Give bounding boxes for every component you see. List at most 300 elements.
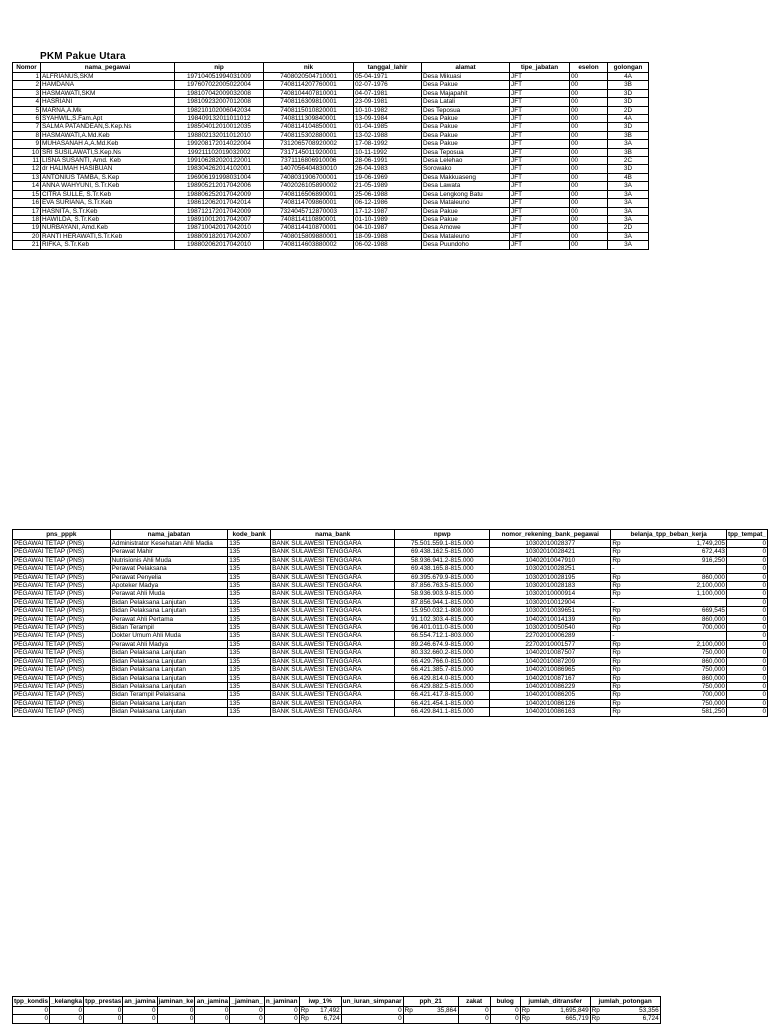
table-cell: 1407056404830010 — [264, 165, 354, 173]
table-cell: 4 — [13, 98, 41, 106]
table-cell: 7408114110890001 — [264, 215, 354, 223]
table-cell: 87.856.763.5-815.000 — [395, 582, 490, 590]
table-cell: 13-02-1988 — [354, 131, 422, 139]
table-cell: 0 — [726, 582, 767, 590]
table-cell: 0 — [726, 657, 767, 665]
table-cell: JFT — [510, 131, 570, 139]
table-cell: 0 — [726, 598, 767, 606]
table-cell: Des Teposua — [422, 106, 510, 114]
table-cell: PEGAWAI TETAP (PNS) — [13, 649, 111, 657]
table-row — [13, 598, 768, 606]
table-cell: Desa Makkuaseng — [422, 173, 510, 181]
table-cell: 66.429.766.0-815.000 — [395, 657, 490, 665]
table-cell: PEGAWAI TETAP (PNS) — [13, 708, 111, 716]
table-cell: 14 — [13, 182, 41, 190]
currency-label: Rp — [612, 691, 621, 699]
table-cell: 135 — [228, 565, 271, 573]
table-cell: 0 — [490, 1015, 520, 1023]
table-cell: 7408104407810001 — [264, 89, 354, 97]
table-cell: 7317145011920001 — [264, 148, 354, 156]
currency-label: Rp — [612, 640, 621, 648]
table-cell: 197607022005022004 — [175, 81, 264, 89]
table-cell: JFT — [510, 81, 570, 89]
column-header: npwp — [395, 530, 490, 540]
column-header: _jaminan_ — [231, 997, 263, 1005]
table-cell: 135 — [228, 556, 271, 564]
table-cell: Desa Latali — [422, 98, 510, 106]
table-cell: BANK SULAWESI TENGGARA — [271, 607, 395, 615]
table-cell: 135 — [228, 657, 271, 665]
table-cell: 2 — [13, 81, 41, 89]
currency-label: Rp — [612, 615, 621, 623]
table-cell: 01-10-1989 — [354, 215, 422, 223]
table-cell: 05-04-1971 — [354, 73, 422, 81]
table-cell: 0 — [726, 590, 767, 598]
table-cell: 7408114104850001 — [264, 123, 354, 131]
table-row — [13, 157, 649, 165]
table-cell: BANK SULAWESI TENGGARA — [271, 540, 395, 548]
table-cell: Bidan Pelaksana Lanjutan — [110, 607, 228, 615]
table-cell: 10302010028195 — [490, 573, 611, 581]
currency-label: Rp — [612, 582, 621, 590]
table-cell: 0 — [84, 1015, 123, 1023]
table-cell: 10302010028377 — [490, 540, 611, 548]
table-cell: Dokter Umum Ahli Muda — [110, 632, 228, 640]
amount-cell — [611, 708, 727, 716]
table-cell: 3A — [608, 199, 649, 207]
table-cell: PEGAWAI TETAP (PNS) — [13, 607, 111, 615]
column-header: nama_pegawai — [41, 63, 175, 73]
table-cell: 135 — [228, 615, 271, 623]
table-row — [13, 190, 649, 198]
amount-cell — [520, 1015, 590, 1023]
table-cell: 06-12-1986 — [354, 199, 422, 207]
table-cell: 75.501.559.1-815.000 — [395, 540, 490, 548]
table-cell: 20 — [13, 232, 41, 240]
table-cell: PEGAWAI TETAP (PNS) — [13, 682, 111, 690]
table-cell: 135 — [228, 573, 271, 581]
amount-cell — [590, 1015, 660, 1023]
table-cell: 199211102019032002 — [175, 148, 264, 156]
amount-cell — [520, 1007, 590, 1015]
table-cell: 10402010086163 — [490, 708, 611, 716]
table-cell: PEGAWAI TETAP (PNS) — [13, 632, 111, 640]
table-cell: 198710042017042010 — [175, 224, 264, 232]
table-cell: PEGAWAI TETAP (PNS) — [13, 573, 111, 581]
amount-value: 750,000 — [701, 699, 725, 707]
amount-cell — [403, 1007, 458, 1015]
table-cell: 135 — [228, 674, 271, 682]
table-cell: Desa Lelehao — [422, 157, 510, 165]
table-cell: 87.856.944.1-815.000 — [395, 598, 490, 606]
table-cell: 69.438.165.8-815.000 — [395, 565, 490, 573]
table-cell: BANK SULAWESI TENGGARA — [271, 582, 395, 590]
table-cell: 11 — [13, 157, 41, 165]
table-cell: 00 — [570, 98, 608, 106]
table-cell: 22702010001577 — [490, 640, 611, 648]
column-header: golongan — [608, 63, 649, 73]
table-row — [13, 173, 649, 181]
table-cell: 21 — [13, 241, 41, 249]
table-cell: Perawat Pelaksana — [110, 565, 228, 573]
table-cell: 18 — [13, 215, 41, 223]
table-cell: Bidan Pelaksana Lanjutan — [110, 674, 228, 682]
table-cell: MUHASANAH A,A.Md.Keb — [41, 140, 175, 148]
table-row — [13, 199, 649, 207]
table-cell: BANK SULAWESI TENGGARA — [271, 615, 395, 623]
table-row — [13, 699, 768, 707]
table-cell: 135 — [228, 582, 271, 590]
column-header: tpp_kondis — [14, 997, 49, 1005]
amount-value: 860,000 — [701, 657, 725, 665]
table-cell: 7 — [13, 123, 41, 131]
amount-value: 6,724 — [642, 1015, 659, 1023]
table-cell: 0 — [230, 1007, 264, 1015]
table-cell: 00 — [570, 207, 608, 215]
table-cell: 10-11-1992 — [354, 148, 422, 156]
table-row — [13, 607, 768, 615]
table-cell: Desa Lengkong Batu — [422, 190, 510, 198]
table-row — [13, 106, 649, 114]
table-cell: 3A — [608, 140, 649, 148]
table-cell: 2C — [608, 157, 649, 165]
currency-label: Rp — [612, 699, 621, 707]
table-cell: BANK SULAWESI TENGGARA — [271, 640, 395, 648]
table-cell: 10402010086126 — [490, 699, 611, 707]
currency-label: Rp — [612, 573, 621, 581]
table-cell: Bidan Pelaksana Lanjutan — [110, 649, 228, 657]
table-cell: Desa Mataleuno — [422, 199, 510, 207]
table-cell: JFT — [510, 224, 570, 232]
table-cell: 4A — [608, 73, 649, 81]
amount-cell — [611, 556, 727, 564]
table-row — [13, 73, 649, 81]
table-cell: 0 — [230, 1015, 264, 1023]
table-cell: BANK SULAWESI TENGGARA — [271, 573, 395, 581]
table-cell: 198802062017042010 — [175, 241, 264, 249]
table-cell: JFT — [510, 157, 570, 165]
table-cell: MARNA,A.Mk — [41, 106, 175, 114]
table-cell: 198304262014102001 — [175, 165, 264, 173]
table-cell: 10302010028183 — [490, 582, 611, 590]
amount-value: 672,443 — [701, 548, 725, 556]
amount-cell — [611, 657, 727, 665]
table-cell: SYAHWIL,S.Fam.Apt — [41, 115, 175, 123]
table-cell: 00 — [570, 148, 608, 156]
table-row — [13, 215, 649, 223]
table-cell: PEGAWAI TETAP (PNS) — [13, 582, 111, 590]
table-cell: JFT — [510, 106, 570, 114]
column-header: jaminan_ke — [158, 997, 194, 1005]
column-header: iwp_1% — [299, 997, 341, 1007]
table-cell: 0 — [726, 708, 767, 716]
table-cell: 2D — [608, 106, 649, 114]
table-row — [13, 565, 768, 573]
table-cell: 0 — [84, 1007, 123, 1015]
table-cell: LISNA SUSANTI, Amd. Keb — [41, 157, 175, 165]
amount-cell — [611, 632, 727, 640]
table-cell: 135 — [228, 682, 271, 690]
table-cell: 00 — [570, 106, 608, 114]
table-cell: PEGAWAI TETAP (PNS) — [13, 590, 111, 598]
currency-label: Rp — [300, 1007, 309, 1014]
table-cell: 3A — [608, 190, 649, 198]
table-cell: 01-04-1985 — [354, 123, 422, 131]
table-row — [13, 131, 649, 139]
table-cell: 00 — [570, 232, 608, 240]
amount-cell — [611, 590, 727, 598]
table-cell: BANK SULAWESI TENGGARA — [271, 590, 395, 598]
column-header: _kelangka — [51, 997, 83, 1005]
currency-label: Rp — [404, 1007, 413, 1014]
table-cell: BANK SULAWESI TENGGARA — [271, 674, 395, 682]
currency-label: Rp — [612, 540, 621, 547]
table-cell: 3A — [608, 207, 649, 215]
table-cell: 4B — [608, 173, 649, 181]
employee-table-header — [13, 63, 649, 73]
table-cell: 04-07-1981 — [354, 89, 422, 97]
table-cell: Apoteker Madya — [110, 582, 228, 590]
table-cell: Perawat Mahir — [110, 548, 228, 556]
amount-cell — [611, 624, 727, 632]
column-header: nama_bank — [271, 530, 395, 540]
table-cell: 80.332.660.2-815.000 — [395, 649, 490, 657]
table-cell: Desa Puundoho — [422, 241, 510, 249]
table-row — [13, 182, 649, 190]
table-cell: 199106282020122001 — [175, 157, 264, 165]
table-cell: JFT — [510, 190, 570, 198]
table-cell: Bidan Pelaksana Lanjutan — [110, 699, 228, 707]
table-row — [13, 207, 649, 215]
amount-value: 1,695,849 — [560, 1007, 589, 1014]
currency-label: Rp — [612, 607, 621, 615]
table-cell: JFT — [510, 207, 570, 215]
table-cell: 8 — [13, 131, 41, 139]
table-cell: 3B — [608, 131, 649, 139]
column-header: nip — [175, 63, 264, 73]
table-cell: CITRA SULLE, S.Tr.Keb — [41, 190, 175, 198]
table-cell: 21-05-1989 — [354, 182, 422, 190]
table-cell: 0 — [726, 691, 767, 699]
amount-cell — [611, 682, 727, 690]
currency-label: Rp — [591, 1007, 600, 1014]
currency-label: - — [612, 598, 615, 606]
table-row — [13, 123, 649, 131]
amount-cell — [611, 674, 727, 682]
table-cell: 89.246.674.9-815.000 — [395, 640, 490, 648]
amount-cell — [611, 573, 727, 581]
amount-cell — [611, 598, 727, 606]
table-cell: JFT — [510, 89, 570, 97]
table-cell: JFT — [510, 123, 570, 131]
currency-label: Rp — [612, 682, 621, 690]
table-cell: JFT — [510, 182, 570, 190]
table-cell: 10402010014139 — [490, 615, 611, 623]
table-cell: 10-10-1982 — [354, 106, 422, 114]
table-cell: 135 — [228, 590, 271, 598]
table-cell: RIFKA, S.Tr.Keb — [41, 241, 175, 249]
column-header: n_jaminan — [265, 997, 298, 1005]
table-cell: Desa Pakue — [422, 140, 510, 148]
amount-cell — [611, 640, 727, 648]
table-cell: 198802132011012010 — [175, 131, 264, 139]
table-cell: Desa Teposua — [422, 148, 510, 156]
column-header: tanggal_lahir — [354, 63, 422, 73]
table-cell: Bidan Terampil — [110, 624, 228, 632]
column-header: an_jamina — [124, 997, 156, 1005]
table-cell: PEGAWAI TETAP (PNS) — [13, 556, 111, 564]
table-cell: 198809182017042007 — [175, 232, 264, 240]
table-cell: 0 — [726, 615, 767, 623]
table-cell: 00 — [570, 241, 608, 249]
table-cell: Desa Pakue — [422, 215, 510, 223]
table-cell: Desa Pakue — [422, 123, 510, 131]
currency-label: - — [612, 565, 615, 573]
table-cell: 135 — [228, 548, 271, 556]
table-cell: 135 — [228, 666, 271, 674]
column-header: tpp_prestas — [85, 997, 122, 1005]
table-row — [13, 624, 768, 632]
table-cell: 196906191998031004 — [175, 173, 264, 181]
table-cell: 198109232007012008 — [175, 98, 264, 106]
table-cell: 00 — [570, 81, 608, 89]
table-cell: 66.554.712.1-803.000 — [395, 632, 490, 640]
table-cell: 7408114410870001 — [264, 224, 354, 232]
column-header: an_jamina — [196, 997, 229, 1005]
table-cell: PEGAWAI TETAP (PNS) — [13, 548, 111, 556]
table-row — [13, 640, 768, 648]
table-cell: 10402010087507 — [490, 649, 611, 657]
table-row — [13, 615, 768, 623]
table-row — [13, 1007, 661, 1015]
table-cell: 0 — [264, 1007, 299, 1015]
table-cell: 0 — [726, 682, 767, 690]
table-cell: HASMAWATI,SKM — [41, 89, 175, 97]
table-cell: 135 — [228, 649, 271, 657]
table-cell: Desa Pakue — [422, 81, 510, 89]
table-cell: BANK SULAWESI TENGGARA — [271, 624, 395, 632]
table-cell: 3A — [608, 232, 649, 240]
table-cell: 0 — [726, 632, 767, 640]
table-cell: BANK SULAWESI TENGGARA — [271, 691, 395, 699]
table-cell: dr HALIMAH HASIBUAN — [41, 165, 175, 173]
table-cell: 198107042009032008 — [175, 89, 264, 97]
table-row — [13, 232, 649, 240]
currency-label: Rp — [612, 649, 621, 657]
amount-cell — [611, 548, 727, 556]
amount-value: 35,864 — [437, 1007, 457, 1014]
table-cell: JFT — [510, 140, 570, 148]
table-cell: 0 — [123, 1007, 157, 1015]
table-cell: 10402010086229 — [490, 682, 611, 690]
table-cell: 198712172017042009 — [175, 207, 264, 215]
column-header: jumlah_potongan — [590, 997, 660, 1007]
table-cell: BANK SULAWESI TENGGARA — [271, 598, 395, 606]
table-cell: Sorowako — [422, 165, 510, 173]
table-cell: PEGAWAI TETAP (PNS) — [13, 666, 111, 674]
amount-cell — [611, 607, 727, 615]
table-cell: PEGAWAI TETAP (PNS) — [13, 565, 111, 573]
table-cell: 135 — [228, 708, 271, 716]
table-cell: Bidan Pelaksana Lanjutan — [110, 598, 228, 606]
table-cell: 66.429.814.0-815.000 — [395, 674, 490, 682]
table-cell: 0 — [13, 1007, 50, 1015]
table-row — [13, 98, 649, 106]
table-cell: BANK SULAWESI TENGGARA — [271, 632, 395, 640]
table-cell: 3B — [608, 148, 649, 156]
table-cell: BANK SULAWESI TENGGARA — [271, 666, 395, 674]
table-row — [13, 590, 768, 598]
table-cell: 23-09-1981 — [354, 98, 422, 106]
table-cell: 3D — [608, 89, 649, 97]
currency-label: Rp — [612, 708, 621, 716]
table-row — [13, 81, 649, 89]
amount-value: 17,492 — [320, 1007, 340, 1014]
table-cell: BANK SULAWESI TENGGARA — [271, 556, 395, 564]
amount-value: 916,250 — [701, 556, 725, 564]
table-cell: 7408031906700001 — [264, 173, 354, 181]
table-cell: 198504012010012035 — [175, 123, 264, 131]
table-cell: 135 — [228, 598, 271, 606]
currency-label: Rp — [521, 1007, 530, 1014]
table-cell: 12 — [13, 165, 41, 173]
table-cell: 135 — [228, 691, 271, 699]
table-cell: 0 — [195, 1007, 230, 1015]
amount-cell — [299, 1007, 341, 1015]
table-cell: 7312065708920002 — [264, 140, 354, 148]
amount-value: 1,100,000 — [696, 590, 725, 598]
table-cell: 7408115010820001 — [264, 106, 354, 114]
table-cell: 00 — [570, 140, 608, 148]
table-cell: Perawat Ahli Muda — [110, 590, 228, 598]
table-cell: 0 — [726, 556, 767, 564]
table-cell: JFT — [510, 232, 570, 240]
table-row — [13, 148, 649, 156]
column-header: pns_pppk — [13, 530, 111, 540]
deduction-table-header — [13, 997, 661, 1007]
amount-value: 53,356 — [639, 1007, 659, 1014]
table-cell: BANK SULAWESI TENGGARA — [271, 708, 395, 716]
table-cell: 7408111309840001 — [264, 115, 354, 123]
table-cell: 198210102006042034 — [175, 106, 264, 114]
table-cell: Desa Pakue — [422, 115, 510, 123]
table-cell: 66.421.454.1-815.000 — [395, 699, 490, 707]
amount-value: 2,100,000 — [696, 640, 725, 648]
column-header: un_iuran_simpanar — [342, 997, 402, 1005]
table-cell: JFT — [510, 98, 570, 106]
table-cell: Perawat Penyelia — [110, 573, 228, 581]
amount-value: 669,545 — [701, 607, 725, 615]
table-cell: 04-10-1987 — [354, 224, 422, 232]
table-cell: 0 — [490, 1007, 520, 1015]
table-cell: JFT — [510, 165, 570, 173]
table-cell: 66.421.385.7-815.000 — [395, 666, 490, 674]
table-cell: 7371116806910006 — [264, 157, 354, 165]
table-cell: 15.950.032.1-808.000 — [395, 607, 490, 615]
amount-cell — [611, 540, 727, 548]
column-header: nomor_rekening_bank_pegawai — [490, 530, 611, 540]
table-cell: Desa Mataleuno — [422, 232, 510, 240]
table-cell: 00 — [570, 215, 608, 223]
amount-cell — [611, 615, 727, 623]
table-row — [13, 632, 768, 640]
table-cell: 10302010000914 — [490, 590, 611, 598]
table-cell: JFT — [510, 73, 570, 81]
amount-cell — [403, 1015, 458, 1023]
table-cell: 00 — [570, 190, 608, 198]
table-cell: 10302010028251 — [490, 565, 611, 573]
table-cell: BANK SULAWESI TENGGARA — [271, 699, 395, 707]
